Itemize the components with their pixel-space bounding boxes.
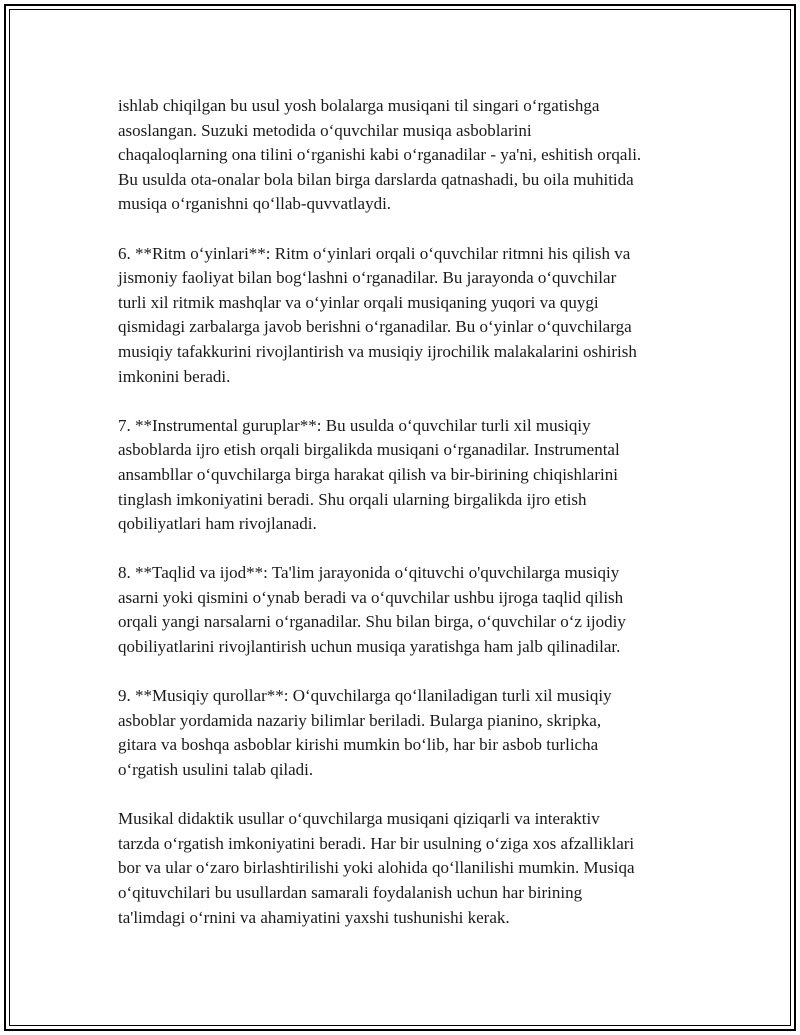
text-line: orqali yangi narsalarni o‘rganadilar. Shu bilan birga, o‘quvchilar o‘z ijodiy [118,612,626,632]
text-line: o‘rgatish usulini talab qiladi. [118,760,314,780]
text-line: Bu usulda ota-onalar bola bilan birga darslarda qatnashadi, bu oila muhitida [118,169,634,189]
paragraph-instrumental-guruplar [118,414,698,537]
text-line: chaqaloqlarning ona tilini o‘rganishi kabi o‘rganadilar - ya'ni, eshitish orqali. [118,145,642,165]
text-line: 9. **Musiqiy qurollar**: O‘quvchilarga qo‘llaniladigan turli xil musiqiy [118,686,612,706]
text-line: jismoniy faoliyat bilan bog‘lashni o‘rganadilar. Bu jarayonda o‘quvchilar [118,268,617,288]
text-line: 8. **Taqlid va ijod**: Ta'lim jarayonida o‘qituvchi o'quvchilarga musiqiy [118,563,620,583]
text-line: asoslangan. Suzuki metodida o‘quvchilar musiqa asboblarini [118,120,532,140]
paragraph-conclusion [118,807,698,930]
paragraph-musiqiy-qurollar [118,684,698,782]
paragraph-taqlid-va-ijod [118,561,698,659]
text-line: turli xil ritmik mashqlar va o‘yinlar orqali musiqaning yuqori va quygi [118,292,599,312]
text-line: qismidagi zarbalarga javob berishni o‘rganadilar. Bu o‘yinlar o‘quvchilarga [118,317,632,337]
text-line: bor va ular o‘zaro birlashtirilishi yoki alohida qo‘llanilishi mumkin. Musiqa [118,858,635,878]
text-line: asboblar yordamida nazariy bilimlar beriladi. Bularga pianino, skripka, [118,710,602,730]
text-line: o‘qituvchilari bu usullardan samarali foydalanish uchun har birining [118,883,583,902]
text-line: tarzda o‘rgatish imkoniyatini beradi. Har bir usulning o‘ziga xos afzalliklari [118,833,635,853]
text-line: 7. **Instrumental guruplar**: Bu usulda o‘quvchilar turli xil musiqiy [118,415,591,435]
text-line: ishlab chiqilgan bu usul yosh bolalarga musiqani til singari o‘rgatishga [118,96,600,115]
paragraph-ritm-oyinlari [118,242,698,390]
text-line: asboblarda ijro etish orqali birgalikda musiqani o‘rganadilar. Instrumental [118,440,620,460]
text-line: ansambllar o‘quvchilarga birga harakat qilish va bir-birining chiqishlarini [118,464,618,484]
text-line: Musikal didaktik usullar o‘quvchilarga musiqani qiziqarli va interaktiv [118,809,600,829]
text-line: tinglash imkoniyatini beradi. Shu orqali ularning birgalikda ijro etish [118,489,587,509]
text-line: qobiliyatlarini rivojlantirish uchun musiqa yaratishga ham jalb qilinadilar. [118,637,621,657]
text-line: gitara va boshqa asboblar kirishi mumkin bo‘lib, har bir asbob turlicha [118,735,599,755]
text-line: musiqiy tafakkurini rivojlantirish va musiqiy ijrochilik malakalarini oshirish [118,341,637,361]
document-body [118,94,698,955]
text-line: asarni yoki qismini o‘ynab beradi va o‘quvchilar ushbu ijroga taqlid qilish [118,587,624,607]
text-line: ta'limdagi o‘rnini va ahamiyatini yaxshi tushunishi kerak. [118,907,510,927]
paragraph-suzuki [118,94,698,217]
text-line: musiqa o‘rganishni qo‘llab-quvvatlaydi. [118,194,392,214]
text-line: 6. **Ritm o‘yinlari**: Ritm o‘yinlari orqali o‘quvchilar ritmni his qilish va [118,243,631,263]
text-line: qobiliyatlari ham rivojlanadi. [118,514,317,534]
text-line: imkonini beradi. [118,366,231,386]
